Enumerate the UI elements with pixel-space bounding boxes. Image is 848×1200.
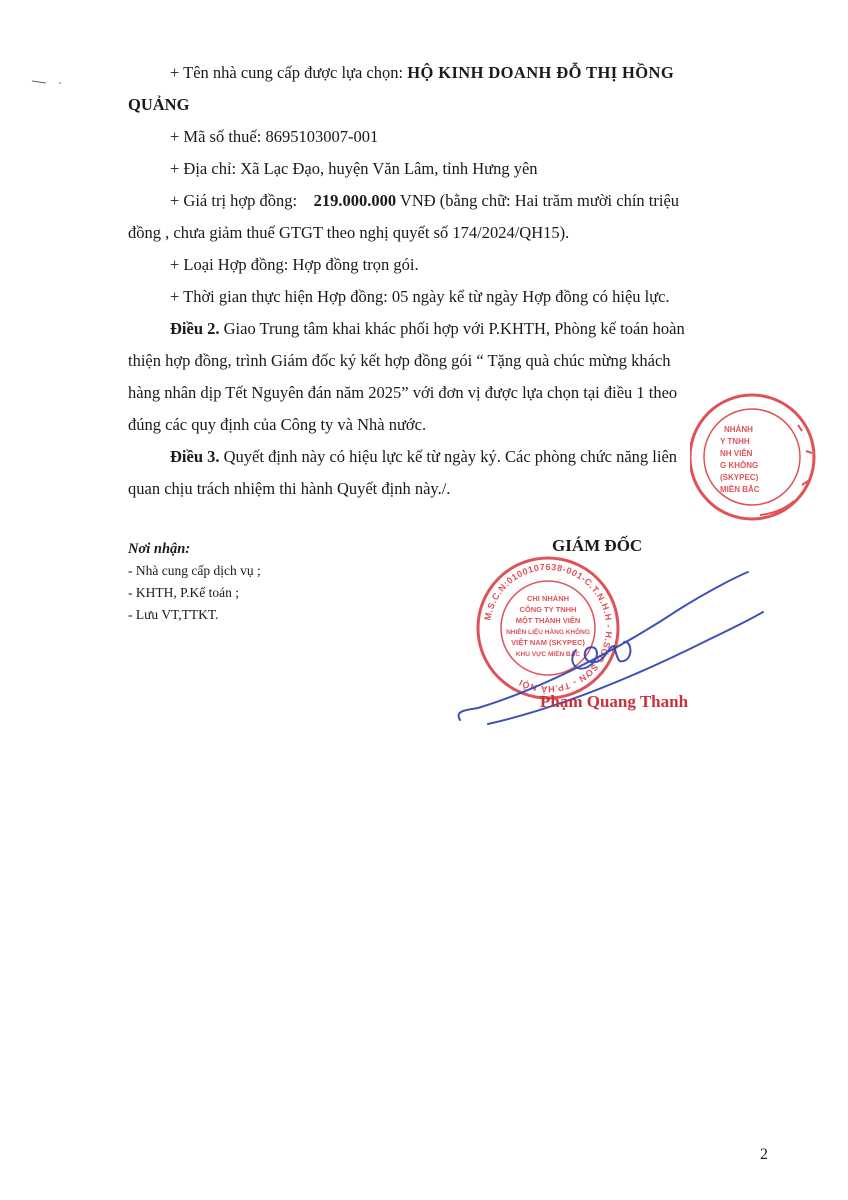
supplier-prefix: + Tên nhà cung cấp được lựa chọn:: [170, 63, 408, 82]
article2-text1: Giao Trung tâm khai khác phối hợp với P.KHTH, Phòng kế toán hoàn: [219, 319, 685, 338]
supplier-name: HỘ KINH DOANH ĐỖ THỊ HỒNG: [407, 63, 675, 82]
article3-text2: quan chịu trách nhiệm thi hành Quyết định này./.: [128, 479, 451, 498]
page-number: 2: [760, 1146, 768, 1163]
stamp-ring-text: M.S.C.N:0100107638-001-C.T.N.H.H - H.SÓC SƠN - TP.HÀ NỘI: [482, 561, 615, 695]
partial-stamp-line: NH VIÊN: [720, 449, 753, 458]
duration: + Thời gian thực hiện Hợp đồng: 05 ngày kể từ ngày Hợp đồng có hiệu lực.: [170, 287, 670, 306]
supplier-name-2: QUẢNG: [128, 95, 190, 114]
stamp-line: VIỆT NAM (SKYPEC): [511, 638, 585, 647]
partial-stamp-line: NHÁNH: [724, 425, 753, 434]
value-prefix: + Giá trị hợp đồng:: [170, 191, 298, 210]
article2-label: Điều 2.: [170, 319, 220, 338]
handwritten-signature: [448, 560, 768, 740]
partial-seal-stamp: [690, 385, 830, 535]
stamp-line: MỘT THÀNH VIÊN: [515, 616, 581, 625]
article3-line1: [128, 441, 738, 473]
recipients-title: Nơi nhận:: [128, 541, 191, 557]
article2-line1: [128, 313, 738, 345]
recipient-item: - Nhà cung cấp dịch vụ ;: [128, 563, 261, 578]
supplier-line: [128, 57, 738, 89]
value-line2: đồng , chưa giảm thuế GTGT theo nghị quyết số 174/2024/QH15).: [128, 223, 570, 242]
stamp-line: CÔNG TY TNHH: [519, 605, 577, 614]
article3-text1: Quyết định này có hiệu lực kể từ ngày ký. Các phòng chức năng liên: [219, 447, 678, 466]
contract-value: [128, 185, 738, 217]
article2-text2: thiện hợp đồng, trình Giám đốc ký kết hợp đồng gói “ Tặng quà chúc mừng khách: [128, 351, 671, 370]
decision-body: [128, 57, 738, 505]
recipient-item: - Lưu VT,TTKT.: [128, 607, 219, 622]
scan-mark: [30, 74, 66, 86]
recipient-item: - KHTH, P.Kế toán ;: [128, 585, 239, 600]
stamp-line: KHU VỰC MIỀN BẮC: [515, 651, 581, 658]
partial-stamp-line: G KHÔNG: [720, 461, 759, 470]
signer-name: Phạm Quang Thanh: [540, 692, 689, 711]
tax-code: + Mã số thuế: 8695103007-001: [170, 127, 379, 146]
stamp-line: CHI NHÁNH: [526, 594, 570, 603]
partial-stamp-line: MIỀN BẮC: [720, 485, 760, 494]
value-amount: 219.000.000: [313, 191, 397, 210]
stamp-line: NHIÊN LIỆU HÀNG KHÔNG: [506, 629, 590, 636]
article2-text4: đúng các quy định của Công ty và Nhà nước.: [128, 415, 427, 434]
recipients: [128, 538, 261, 626]
value-suffix: VNĐ (bằng chữ: Hai trăm mười chín triệu: [396, 191, 680, 210]
partial-stamp-line: Y TNHH: [720, 437, 750, 446]
director-title: GIÁM ĐỐC: [552, 536, 643, 555]
article3-label: Điều 3.: [170, 447, 220, 466]
partial-stamp-line: (SKYPEC): [720, 473, 759, 482]
article2-text3: hàng nhân dịp Tết Nguyên đán năm 2025” với đơn vị được lựa chọn tại điều 1 theo: [128, 383, 678, 402]
address: + Địa chỉ: Xã Lạc Đạo, huyện Văn Lâm, tỉnh Hưng yên: [170, 159, 538, 178]
contract-type: + Loại Hợp đồng: Hợp đồng trọn gói.: [170, 255, 419, 274]
supplier-name-cont: [128, 89, 738, 121]
